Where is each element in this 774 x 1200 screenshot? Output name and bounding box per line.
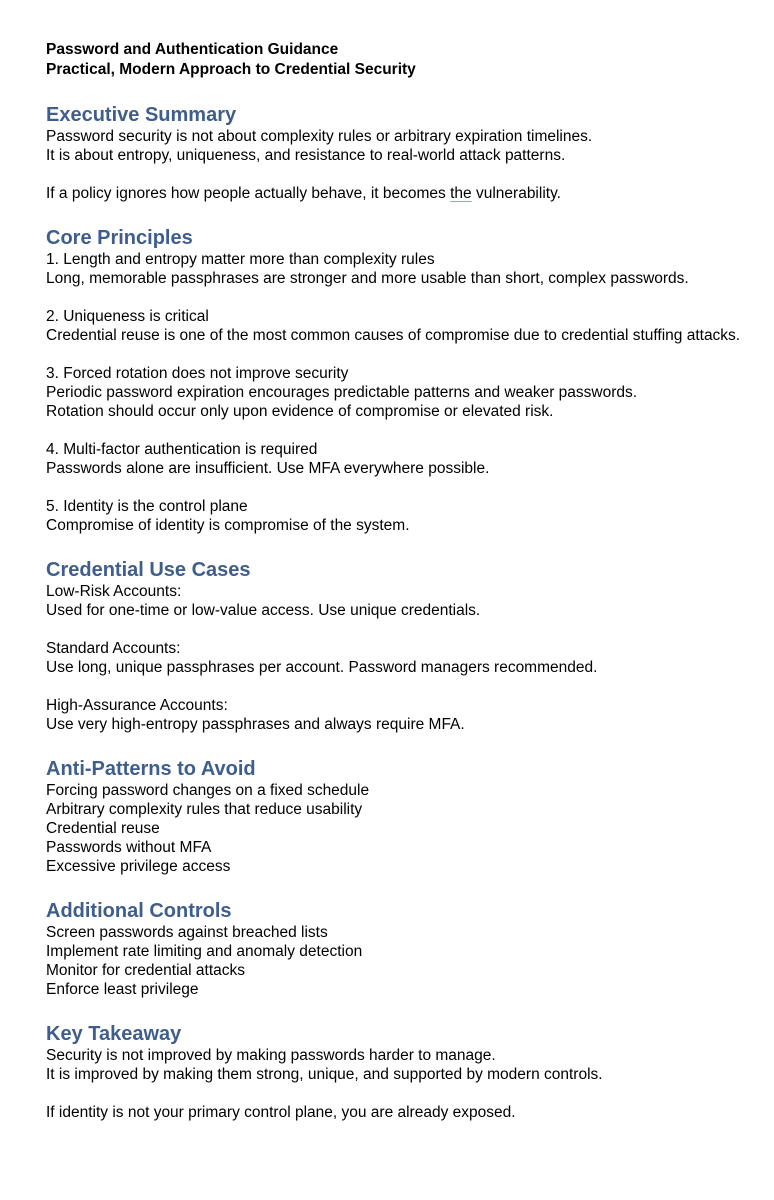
section-heading-core-principles: Core Principles: [46, 227, 193, 249]
document-title: Password and Authentication Guidance: [46, 41, 339, 58]
text-segment: If a policy ignores how people actually behave, it becomes: [46, 185, 451, 202]
principle-text: Long, memorable passphrases are stronger and more usable than short, complex passwords.: [46, 270, 689, 287]
use-case-text: Used for one-time or low-value access. Use unique credentials.: [46, 602, 481, 619]
list-item: Excessive privilege access: [46, 858, 231, 875]
core-principles-section: [46, 226, 746, 535]
text-segment: vulnerability.: [471, 185, 561, 202]
section-heading-key-takeaway: Key Takeaway: [46, 1023, 182, 1045]
paragraph-line: If identity is not your primary control plane, you are already exposed.: [46, 1104, 516, 1121]
principle-title: 5. Identity is the control plane: [46, 498, 248, 515]
use-case-label: Standard Accounts:: [46, 640, 181, 657]
section-heading-anti-patterns: Anti-Patterns to Avoid: [46, 758, 256, 780]
list-item: Credential reuse: [46, 820, 160, 837]
principle-title: 4. Multi-factor authentication is required: [46, 441, 318, 458]
principle-title: 3. Forced rotation does not improve security: [46, 365, 349, 382]
paragraph-line: It is improved by making them strong, unique, and supported by modern controls.: [46, 1066, 603, 1083]
list-item: Passwords without MFA: [46, 839, 212, 856]
list-item: Forcing password changes on a fixed schedule: [46, 782, 370, 799]
principle-title: 2. Uniqueness is critical: [46, 308, 209, 325]
principle-title: 1. Length and entropy matter more than complexity rules: [46, 251, 435, 268]
paragraph-line: Password security is not about complexity rules or arbitrary expiration timelines.: [46, 128, 593, 145]
use-case-label: High-Assurance Accounts:: [46, 697, 228, 714]
section-heading-additional-controls: Additional Controls: [46, 900, 232, 922]
use-case-text: Use long, unique passphrases per account. Password managers recommended.: [46, 659, 598, 676]
list-item: Enforce least privilege: [46, 981, 199, 998]
additional-controls-section: [46, 899, 746, 999]
principle-text: Compromise of identity is compromise of the system.: [46, 517, 410, 534]
use-case-label: Low-Risk Accounts:: [46, 583, 182, 600]
principle-text: Periodic password expiration encourages predictable patterns and weaker passwords.: [46, 384, 638, 401]
principle-text: Passwords alone are insufficient. Use MFA everywhere possible.: [46, 460, 490, 477]
flagged-word: the: [450, 185, 472, 202]
paragraph-line: It is about entropy, uniqueness, and resistance to real-world attack patterns.: [46, 147, 566, 164]
principle-text: Credential reuse is one of the most common causes of compromise due to credential stuffing attacks.: [46, 327, 741, 344]
section-heading-credential-use-cases: Credential Use Cases: [46, 559, 251, 581]
principle-text: Rotation should occur only upon evidence of compromise or elevated risk.: [46, 403, 554, 420]
anti-patterns-section: [46, 757, 746, 876]
list-item: Arbitrary complexity rules that reduce usability: [46, 801, 363, 818]
list-item: Monitor for credential attacks: [46, 962, 246, 979]
document-subtitle: Practical, Modern Approach to Credential Security: [46, 61, 416, 78]
use-case-text: Use very high-entropy passphrases and always require MFA.: [46, 716, 465, 733]
credential-use-cases-section: [46, 558, 746, 734]
paragraph-line: Security is not improved by making passwords harder to manage.: [46, 1047, 496, 1064]
list-item: Screen passwords against breached lists: [46, 924, 328, 941]
section-heading-executive-summary: Executive Summary: [46, 104, 237, 126]
executive-summary-section: [46, 103, 746, 203]
list-item: Implement rate limiting and anomaly detection: [46, 943, 363, 960]
paragraph-line: [46, 184, 746, 203]
key-takeaway-section: [46, 1022, 746, 1122]
document-page: [46, 40, 746, 1122]
